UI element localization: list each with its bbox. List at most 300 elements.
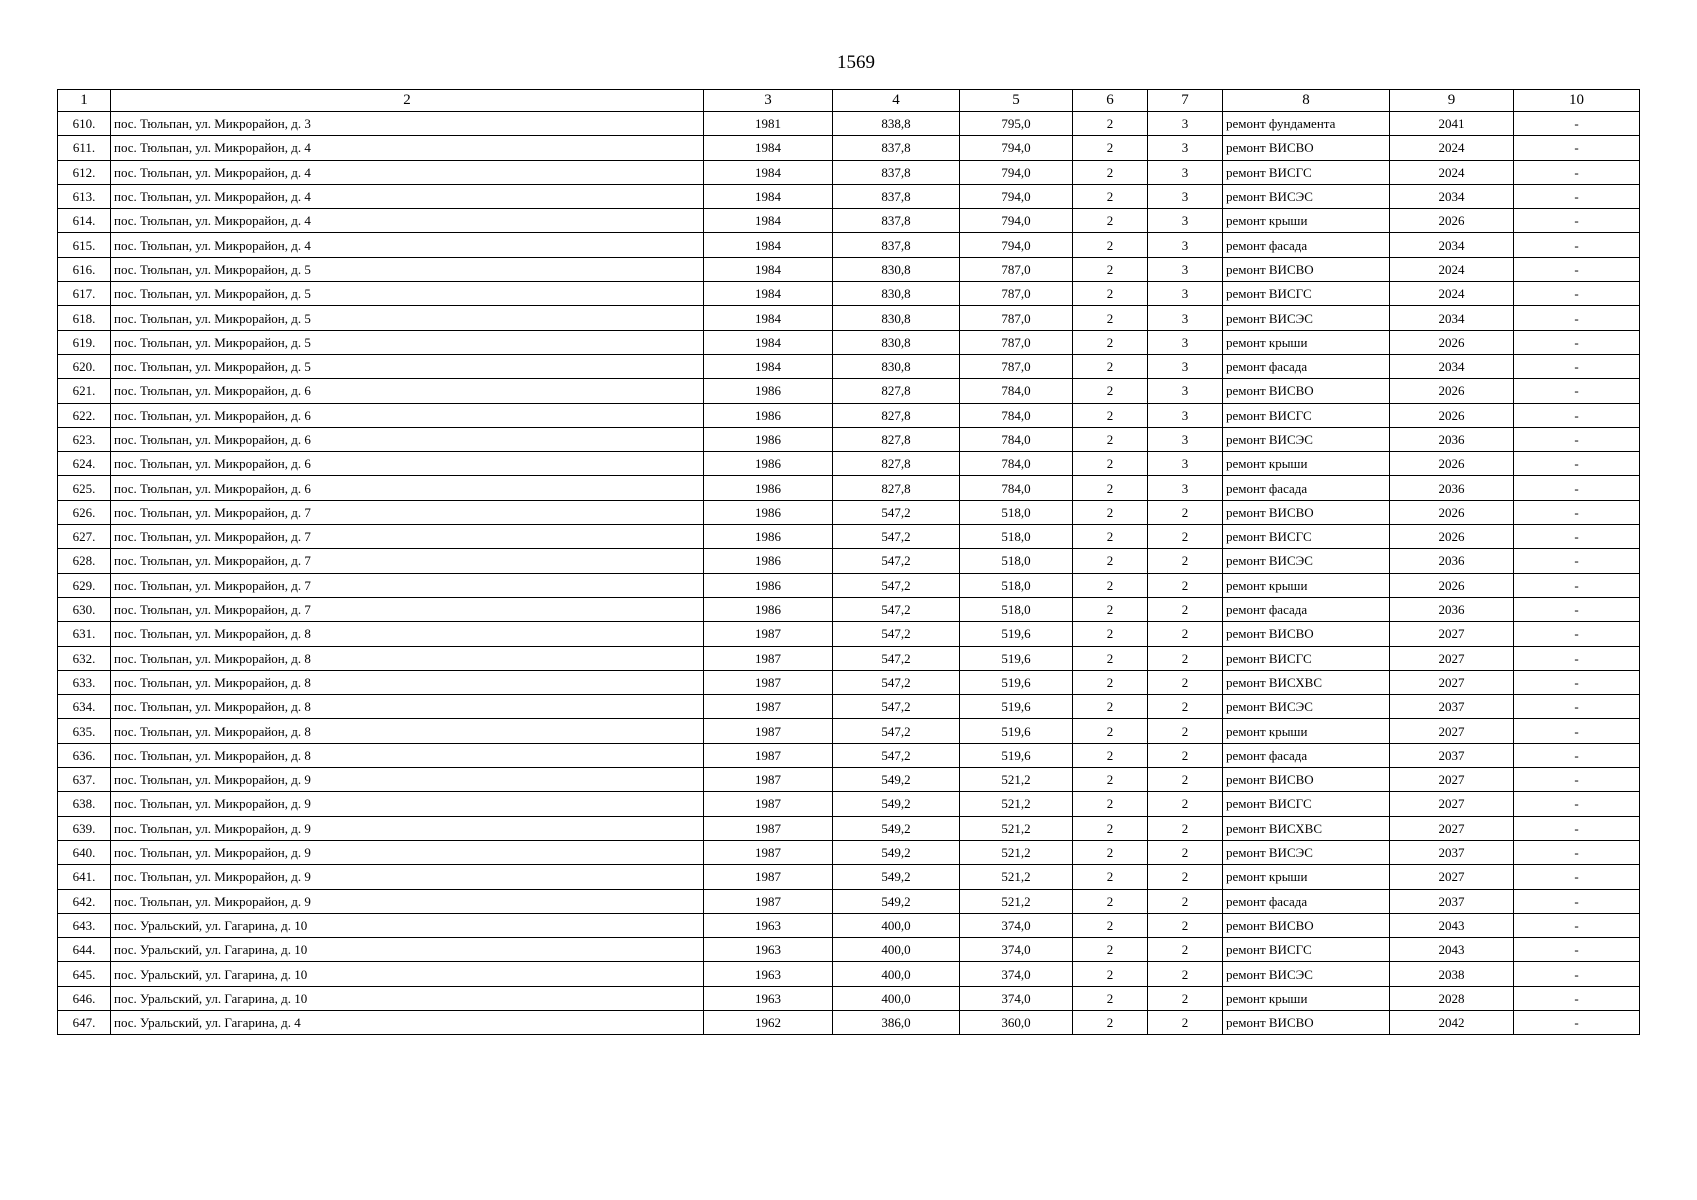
entrances-cell: 2 bbox=[1148, 865, 1223, 889]
address-cell: пос. Тюльпан, ул. Микрорайон, д. 6 bbox=[111, 427, 704, 451]
work-type-cell: ремонт фасада bbox=[1223, 476, 1390, 500]
floors-cell: 2 bbox=[1073, 792, 1148, 816]
total-area-cell: 837,8 bbox=[833, 136, 960, 160]
living-area-cell: 521,2 bbox=[960, 865, 1073, 889]
work-type-cell: ремонт ВИСЭС bbox=[1223, 962, 1390, 986]
note-cell: - bbox=[1514, 719, 1640, 743]
work-type-cell: ремонт крыши bbox=[1223, 986, 1390, 1010]
column-header: 3 bbox=[704, 90, 833, 112]
note-cell: - bbox=[1514, 962, 1640, 986]
living-area-cell: 784,0 bbox=[960, 427, 1073, 451]
year-built-cell: 1986 bbox=[704, 476, 833, 500]
living-area-cell: 787,0 bbox=[960, 306, 1073, 330]
row-number-cell: 630. bbox=[58, 597, 111, 621]
note-cell: - bbox=[1514, 209, 1640, 233]
address-cell: пос. Тюльпан, ул. Микрорайон, д. 4 bbox=[111, 160, 704, 184]
entrances-cell: 2 bbox=[1148, 573, 1223, 597]
year-built-cell: 1987 bbox=[704, 816, 833, 840]
planned-year-cell: 2027 bbox=[1390, 622, 1514, 646]
address-cell: пос. Тюльпан, ул. Микрорайон, д. 6 bbox=[111, 452, 704, 476]
living-area-cell: 519,6 bbox=[960, 695, 1073, 719]
table-row bbox=[58, 257, 1640, 281]
entrances-cell: 2 bbox=[1148, 500, 1223, 524]
year-built-cell: 1963 bbox=[704, 962, 833, 986]
planned-year-cell: 2027 bbox=[1390, 670, 1514, 694]
total-area-cell: 837,8 bbox=[833, 233, 960, 257]
year-built-cell: 1984 bbox=[704, 354, 833, 378]
table-row bbox=[58, 840, 1640, 864]
note-cell: - bbox=[1514, 1010, 1640, 1034]
row-number-cell: 647. bbox=[58, 1010, 111, 1034]
table-row bbox=[58, 160, 1640, 184]
work-type-cell: ремонт фасада bbox=[1223, 354, 1390, 378]
work-type-cell: ремонт крыши bbox=[1223, 719, 1390, 743]
year-built-cell: 1987 bbox=[704, 792, 833, 816]
table-row bbox=[58, 476, 1640, 500]
total-area-cell: 400,0 bbox=[833, 986, 960, 1010]
work-type-cell: ремонт ВИСВО bbox=[1223, 500, 1390, 524]
row-number-cell: 645. bbox=[58, 962, 111, 986]
planned-year-cell: 2036 bbox=[1390, 427, 1514, 451]
note-cell: - bbox=[1514, 525, 1640, 549]
living-area-cell: 519,6 bbox=[960, 719, 1073, 743]
living-area-cell: 784,0 bbox=[960, 476, 1073, 500]
work-type-cell: ремонт ВИСВО bbox=[1223, 136, 1390, 160]
floors-cell: 2 bbox=[1073, 112, 1148, 136]
row-number-cell: 612. bbox=[58, 160, 111, 184]
row-number-cell: 636. bbox=[58, 743, 111, 767]
note-cell: - bbox=[1514, 792, 1640, 816]
planned-year-cell: 2027 bbox=[1390, 865, 1514, 889]
entrances-cell: 2 bbox=[1148, 913, 1223, 937]
floors-cell: 2 bbox=[1073, 379, 1148, 403]
note-cell: - bbox=[1514, 452, 1640, 476]
note-cell: - bbox=[1514, 865, 1640, 889]
total-area-cell: 386,0 bbox=[833, 1010, 960, 1034]
planned-year-cell: 2024 bbox=[1390, 160, 1514, 184]
work-type-cell: ремонт ВИСХВС bbox=[1223, 670, 1390, 694]
header-row bbox=[58, 90, 1640, 112]
table-row bbox=[58, 597, 1640, 621]
living-area-cell: 795,0 bbox=[960, 112, 1073, 136]
planned-year-cell: 2037 bbox=[1390, 743, 1514, 767]
living-area-cell: 794,0 bbox=[960, 184, 1073, 208]
total-area-cell: 549,2 bbox=[833, 768, 960, 792]
year-built-cell: 1987 bbox=[704, 622, 833, 646]
planned-year-cell: 2034 bbox=[1390, 184, 1514, 208]
floors-cell: 2 bbox=[1073, 889, 1148, 913]
total-area-cell: 547,2 bbox=[833, 597, 960, 621]
planned-year-cell: 2026 bbox=[1390, 525, 1514, 549]
living-area-cell: 521,2 bbox=[960, 840, 1073, 864]
living-area-cell: 787,0 bbox=[960, 330, 1073, 354]
address-cell: пос. Тюльпан, ул. Микрорайон, д. 4 bbox=[111, 184, 704, 208]
total-area-cell: 549,2 bbox=[833, 889, 960, 913]
table-row bbox=[58, 184, 1640, 208]
living-area-cell: 518,0 bbox=[960, 500, 1073, 524]
table-row bbox=[58, 768, 1640, 792]
planned-year-cell: 2026 bbox=[1390, 452, 1514, 476]
planned-year-cell: 2026 bbox=[1390, 573, 1514, 597]
floors-cell: 2 bbox=[1073, 816, 1148, 840]
entrances-cell: 3 bbox=[1148, 330, 1223, 354]
entrances-cell: 3 bbox=[1148, 452, 1223, 476]
floors-cell: 2 bbox=[1073, 986, 1148, 1010]
row-number-cell: 632. bbox=[58, 646, 111, 670]
address-cell: пос. Тюльпан, ул. Микрорайон, д. 3 bbox=[111, 112, 704, 136]
address-cell: пос. Тюльпан, ул. Микрорайон, д. 5 bbox=[111, 282, 704, 306]
row-number-cell: 613. bbox=[58, 184, 111, 208]
note-cell: - bbox=[1514, 330, 1640, 354]
total-area-cell: 830,8 bbox=[833, 257, 960, 281]
address-cell: пос. Тюльпан, ул. Микрорайон, д. 9 bbox=[111, 816, 704, 840]
planned-year-cell: 2024 bbox=[1390, 282, 1514, 306]
planned-year-cell: 2036 bbox=[1390, 476, 1514, 500]
total-area-cell: 547,2 bbox=[833, 573, 960, 597]
note-cell: - bbox=[1514, 476, 1640, 500]
address-cell: пос. Уральский, ул. Гагарина, д. 10 bbox=[111, 986, 704, 1010]
entrances-cell: 2 bbox=[1148, 986, 1223, 1010]
living-area-cell: 374,0 bbox=[960, 938, 1073, 962]
table-row bbox=[58, 282, 1640, 306]
year-built-cell: 1986 bbox=[704, 500, 833, 524]
row-number-cell: 646. bbox=[58, 986, 111, 1010]
row-number-cell: 639. bbox=[58, 816, 111, 840]
planned-year-cell: 2027 bbox=[1390, 719, 1514, 743]
total-area-cell: 827,8 bbox=[833, 379, 960, 403]
note-cell: - bbox=[1514, 889, 1640, 913]
year-built-cell: 1987 bbox=[704, 865, 833, 889]
living-area-cell: 784,0 bbox=[960, 452, 1073, 476]
living-area-cell: 787,0 bbox=[960, 257, 1073, 281]
address-cell: пос. Тюльпан, ул. Микрорайон, д. 6 bbox=[111, 403, 704, 427]
living-area-cell: 787,0 bbox=[960, 354, 1073, 378]
year-built-cell: 1987 bbox=[704, 719, 833, 743]
entrances-cell: 2 bbox=[1148, 840, 1223, 864]
address-cell: пос. Тюльпан, ул. Микрорайон, д. 5 bbox=[111, 354, 704, 378]
floors-cell: 2 bbox=[1073, 1010, 1148, 1034]
floors-cell: 2 bbox=[1073, 962, 1148, 986]
living-area-cell: 519,6 bbox=[960, 622, 1073, 646]
total-area-cell: 830,8 bbox=[833, 306, 960, 330]
total-area-cell: 830,8 bbox=[833, 354, 960, 378]
floors-cell: 2 bbox=[1073, 136, 1148, 160]
planned-year-cell: 2037 bbox=[1390, 840, 1514, 864]
floors-cell: 2 bbox=[1073, 306, 1148, 330]
planned-year-cell: 2034 bbox=[1390, 306, 1514, 330]
note-cell: - bbox=[1514, 768, 1640, 792]
work-type-cell: ремонт ВИСГС bbox=[1223, 160, 1390, 184]
column-header: 8 bbox=[1223, 90, 1390, 112]
year-built-cell: 1987 bbox=[704, 768, 833, 792]
column-header: 9 bbox=[1390, 90, 1514, 112]
repair-schedule-table bbox=[57, 89, 1640, 1035]
row-number-cell: 637. bbox=[58, 768, 111, 792]
floors-cell: 2 bbox=[1073, 427, 1148, 451]
work-type-cell: ремонт ВИСВО bbox=[1223, 622, 1390, 646]
work-type-cell: ремонт ВИСЭС bbox=[1223, 184, 1390, 208]
work-type-cell: ремонт крыши bbox=[1223, 209, 1390, 233]
year-built-cell: 1986 bbox=[704, 525, 833, 549]
work-type-cell: ремонт фасада bbox=[1223, 597, 1390, 621]
year-built-cell: 1986 bbox=[704, 573, 833, 597]
entrances-cell: 2 bbox=[1148, 816, 1223, 840]
address-cell: пос. Тюльпан, ул. Микрорайон, д. 9 bbox=[111, 889, 704, 913]
living-area-cell: 519,6 bbox=[960, 743, 1073, 767]
address-cell: пос. Тюльпан, ул. Микрорайон, д. 4 bbox=[111, 209, 704, 233]
row-number-cell: 643. bbox=[58, 913, 111, 937]
work-type-cell: ремонт ВИСЭС bbox=[1223, 840, 1390, 864]
floors-cell: 2 bbox=[1073, 160, 1148, 184]
row-number-cell: 617. bbox=[58, 282, 111, 306]
note-cell: - bbox=[1514, 500, 1640, 524]
note-cell: - bbox=[1514, 427, 1640, 451]
table-row bbox=[58, 938, 1640, 962]
year-built-cell: 1984 bbox=[704, 136, 833, 160]
row-number-cell: 629. bbox=[58, 573, 111, 597]
address-cell: пос. Тюльпан, ул. Микрорайон, д. 8 bbox=[111, 622, 704, 646]
entrances-cell: 3 bbox=[1148, 379, 1223, 403]
address-cell: пос. Тюльпан, ул. Микрорайон, д. 8 bbox=[111, 719, 704, 743]
year-built-cell: 1962 bbox=[704, 1010, 833, 1034]
entrances-cell: 2 bbox=[1148, 622, 1223, 646]
living-area-cell: 794,0 bbox=[960, 160, 1073, 184]
floors-cell: 2 bbox=[1073, 282, 1148, 306]
note-cell: - bbox=[1514, 597, 1640, 621]
planned-year-cell: 2037 bbox=[1390, 889, 1514, 913]
floors-cell: 2 bbox=[1073, 257, 1148, 281]
row-number-cell: 642. bbox=[58, 889, 111, 913]
row-number-cell: 620. bbox=[58, 354, 111, 378]
entrances-cell: 3 bbox=[1148, 282, 1223, 306]
total-area-cell: 837,8 bbox=[833, 184, 960, 208]
total-area-cell: 547,2 bbox=[833, 500, 960, 524]
planned-year-cell: 2026 bbox=[1390, 209, 1514, 233]
floors-cell: 2 bbox=[1073, 330, 1148, 354]
floors-cell: 2 bbox=[1073, 452, 1148, 476]
total-area-cell: 547,2 bbox=[833, 695, 960, 719]
total-area-cell: 827,8 bbox=[833, 476, 960, 500]
planned-year-cell: 2026 bbox=[1390, 379, 1514, 403]
total-area-cell: 400,0 bbox=[833, 913, 960, 937]
living-area-cell: 794,0 bbox=[960, 233, 1073, 257]
column-header: 1 bbox=[58, 90, 111, 112]
note-cell: - bbox=[1514, 938, 1640, 962]
planned-year-cell: 2034 bbox=[1390, 233, 1514, 257]
work-type-cell: ремонт фасада bbox=[1223, 743, 1390, 767]
row-number-cell: 611. bbox=[58, 136, 111, 160]
row-number-cell: 641. bbox=[58, 865, 111, 889]
floors-cell: 2 bbox=[1073, 719, 1148, 743]
note-cell: - bbox=[1514, 257, 1640, 281]
address-cell: пос. Уральский, ул. Гагарина, д. 10 bbox=[111, 913, 704, 937]
year-built-cell: 1984 bbox=[704, 306, 833, 330]
work-type-cell: ремонт фасада bbox=[1223, 889, 1390, 913]
entrances-cell: 2 bbox=[1148, 719, 1223, 743]
planned-year-cell: 2024 bbox=[1390, 136, 1514, 160]
total-area-cell: 549,2 bbox=[833, 840, 960, 864]
row-number-cell: 618. bbox=[58, 306, 111, 330]
row-number-cell: 621. bbox=[58, 379, 111, 403]
entrances-cell: 3 bbox=[1148, 427, 1223, 451]
work-type-cell: ремонт ВИСВО bbox=[1223, 379, 1390, 403]
entrances-cell: 3 bbox=[1148, 354, 1223, 378]
column-header: 4 bbox=[833, 90, 960, 112]
total-area-cell: 838,8 bbox=[833, 112, 960, 136]
year-built-cell: 1963 bbox=[704, 913, 833, 937]
floors-cell: 2 bbox=[1073, 573, 1148, 597]
row-number-cell: 631. bbox=[58, 622, 111, 646]
year-built-cell: 1987 bbox=[704, 670, 833, 694]
table-row bbox=[58, 986, 1640, 1010]
row-number-cell: 614. bbox=[58, 209, 111, 233]
entrances-cell: 2 bbox=[1148, 962, 1223, 986]
living-area-cell: 784,0 bbox=[960, 379, 1073, 403]
planned-year-cell: 2026 bbox=[1390, 500, 1514, 524]
table-row bbox=[58, 889, 1640, 913]
row-number-cell: 619. bbox=[58, 330, 111, 354]
entrances-cell: 3 bbox=[1148, 257, 1223, 281]
address-cell: пос. Уральский, ул. Гагарина, д. 10 bbox=[111, 938, 704, 962]
work-type-cell: ремонт ВИСВО bbox=[1223, 768, 1390, 792]
total-area-cell: 837,8 bbox=[833, 209, 960, 233]
work-type-cell: ремонт фасада bbox=[1223, 233, 1390, 257]
address-cell: пос. Тюльпан, ул. Микрорайон, д. 9 bbox=[111, 792, 704, 816]
row-number-cell: 628. bbox=[58, 549, 111, 573]
total-area-cell: 827,8 bbox=[833, 427, 960, 451]
table-row bbox=[58, 233, 1640, 257]
address-cell: пос. Тюльпан, ул. Микрорайон, д. 7 bbox=[111, 500, 704, 524]
note-cell: - bbox=[1514, 354, 1640, 378]
living-area-cell: 521,2 bbox=[960, 768, 1073, 792]
total-area-cell: 547,2 bbox=[833, 622, 960, 646]
work-type-cell: ремонт ВИСХВС bbox=[1223, 816, 1390, 840]
floors-cell: 2 bbox=[1073, 233, 1148, 257]
year-built-cell: 1986 bbox=[704, 452, 833, 476]
work-type-cell: ремонт ВИСВО bbox=[1223, 1010, 1390, 1034]
year-built-cell: 1986 bbox=[704, 549, 833, 573]
living-area-cell: 518,0 bbox=[960, 573, 1073, 597]
work-type-cell: ремонт крыши bbox=[1223, 330, 1390, 354]
work-type-cell: ремонт ВИСГС bbox=[1223, 525, 1390, 549]
planned-year-cell: 2027 bbox=[1390, 768, 1514, 792]
row-number-cell: 633. bbox=[58, 670, 111, 694]
table-row bbox=[58, 306, 1640, 330]
note-cell: - bbox=[1514, 670, 1640, 694]
table-row bbox=[58, 452, 1640, 476]
entrances-cell: 3 bbox=[1148, 136, 1223, 160]
entrances-cell: 2 bbox=[1148, 597, 1223, 621]
note-cell: - bbox=[1514, 160, 1640, 184]
floors-cell: 2 bbox=[1073, 865, 1148, 889]
floors-cell: 2 bbox=[1073, 768, 1148, 792]
table-row bbox=[58, 816, 1640, 840]
floors-cell: 2 bbox=[1073, 913, 1148, 937]
entrances-cell: 3 bbox=[1148, 403, 1223, 427]
row-number-cell: 610. bbox=[58, 112, 111, 136]
total-area-cell: 827,8 bbox=[833, 452, 960, 476]
row-number-cell: 627. bbox=[58, 525, 111, 549]
floors-cell: 2 bbox=[1073, 743, 1148, 767]
entrances-cell: 3 bbox=[1148, 306, 1223, 330]
planned-year-cell: 2027 bbox=[1390, 816, 1514, 840]
table-row bbox=[58, 379, 1640, 403]
planned-year-cell: 2026 bbox=[1390, 330, 1514, 354]
page-number: 1569 bbox=[837, 52, 875, 73]
floors-cell: 2 bbox=[1073, 670, 1148, 694]
year-built-cell: 1984 bbox=[704, 160, 833, 184]
address-cell: пос. Тюльпан, ул. Микрорайон, д. 7 bbox=[111, 525, 704, 549]
table-row bbox=[58, 792, 1640, 816]
total-area-cell: 830,8 bbox=[833, 282, 960, 306]
living-area-cell: 519,6 bbox=[960, 670, 1073, 694]
work-type-cell: ремонт ВИСГС bbox=[1223, 282, 1390, 306]
living-area-cell: 519,6 bbox=[960, 646, 1073, 670]
living-area-cell: 521,2 bbox=[960, 816, 1073, 840]
note-cell: - bbox=[1514, 112, 1640, 136]
row-number-cell: 635. bbox=[58, 719, 111, 743]
entrances-cell: 2 bbox=[1148, 792, 1223, 816]
work-type-cell: ремонт крыши bbox=[1223, 452, 1390, 476]
living-area-cell: 521,2 bbox=[960, 889, 1073, 913]
total-area-cell: 400,0 bbox=[833, 962, 960, 986]
row-number-cell: 624. bbox=[58, 452, 111, 476]
row-number-cell: 640. bbox=[58, 840, 111, 864]
entrances-cell: 2 bbox=[1148, 646, 1223, 670]
year-built-cell: 1986 bbox=[704, 427, 833, 451]
planned-year-cell: 2024 bbox=[1390, 257, 1514, 281]
floors-cell: 2 bbox=[1073, 549, 1148, 573]
floors-cell: 2 bbox=[1073, 184, 1148, 208]
planned-year-cell: 2028 bbox=[1390, 986, 1514, 1010]
year-built-cell: 1984 bbox=[704, 209, 833, 233]
year-built-cell: 1986 bbox=[704, 403, 833, 427]
planned-year-cell: 2043 bbox=[1390, 913, 1514, 937]
table-row bbox=[58, 112, 1640, 136]
entrances-cell: 3 bbox=[1148, 160, 1223, 184]
note-cell: - bbox=[1514, 840, 1640, 864]
year-built-cell: 1963 bbox=[704, 986, 833, 1010]
work-type-cell: ремонт ВИСЭС bbox=[1223, 427, 1390, 451]
work-type-cell: ремонт ВИСЭС bbox=[1223, 306, 1390, 330]
address-cell: пос. Тюльпан, ул. Микрорайон, д. 9 bbox=[111, 865, 704, 889]
address-cell: пос. Уральский, ул. Гагарина, д. 4 bbox=[111, 1010, 704, 1034]
table-row bbox=[58, 743, 1640, 767]
year-built-cell: 1984 bbox=[704, 233, 833, 257]
address-cell: пос. Уральский, ул. Гагарина, д. 10 bbox=[111, 962, 704, 986]
row-number-cell: 615. bbox=[58, 233, 111, 257]
year-built-cell: 1987 bbox=[704, 695, 833, 719]
note-cell: - bbox=[1514, 184, 1640, 208]
floors-cell: 2 bbox=[1073, 209, 1148, 233]
year-built-cell: 1984 bbox=[704, 330, 833, 354]
year-built-cell: 1984 bbox=[704, 257, 833, 281]
work-type-cell: ремонт фундамента bbox=[1223, 112, 1390, 136]
total-area-cell: 830,8 bbox=[833, 330, 960, 354]
living-area-cell: 360,0 bbox=[960, 1010, 1073, 1034]
work-type-cell: ремонт ВИСВО bbox=[1223, 257, 1390, 281]
table-row bbox=[58, 573, 1640, 597]
total-area-cell: 547,2 bbox=[833, 670, 960, 694]
total-area-cell: 547,2 bbox=[833, 549, 960, 573]
work-type-cell: ремонт ВИСГС bbox=[1223, 792, 1390, 816]
floors-cell: 2 bbox=[1073, 840, 1148, 864]
entrances-cell: 2 bbox=[1148, 938, 1223, 962]
year-built-cell: 1987 bbox=[704, 743, 833, 767]
floors-cell: 2 bbox=[1073, 695, 1148, 719]
row-number-cell: 626. bbox=[58, 500, 111, 524]
entrances-cell: 2 bbox=[1148, 549, 1223, 573]
